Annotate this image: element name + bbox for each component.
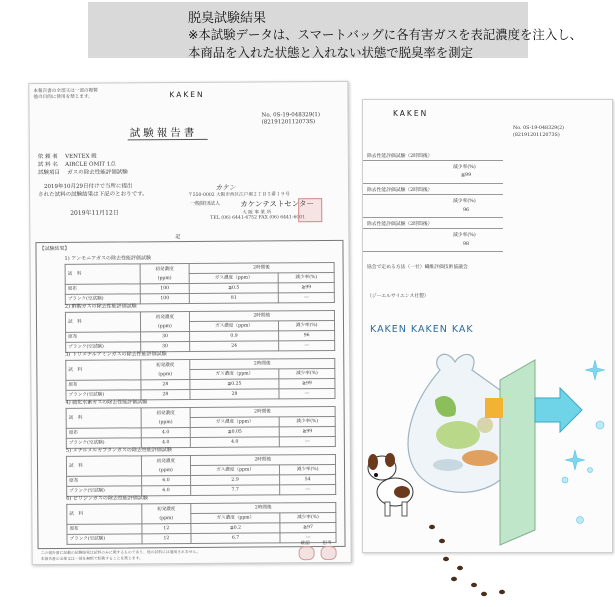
col-initial xyxy=(142,504,191,524)
client-value: VENTEX 殿 xyxy=(65,153,97,160)
result-table xyxy=(66,406,336,449)
col-initial xyxy=(141,360,190,380)
approve-label: 担当 xyxy=(322,541,332,547)
col-initial-label: 初発濃度 xyxy=(156,410,175,416)
kaken-header-brand: KAKEN xyxy=(393,109,429,118)
result-box-3 xyxy=(363,228,503,252)
report-title: 試験報告書 xyxy=(129,126,198,140)
col-time: 2時間後 xyxy=(190,406,335,417)
title-underline xyxy=(128,139,208,141)
cell-initial: 30 xyxy=(141,342,190,352)
cell-gas: 24 xyxy=(189,341,278,352)
row-label: ブランク(空試験) xyxy=(67,486,142,497)
top-note-line1: 本報告書の全部又は一部の複製 xyxy=(33,88,98,95)
col-rate: 減少率(%) xyxy=(280,512,336,522)
col-sample: 試 料 xyxy=(66,360,141,381)
col-time: 2時間後 xyxy=(189,310,334,321)
cell-gas: 28 xyxy=(190,389,279,400)
col-gas: ガス濃度（ppm） xyxy=(190,465,279,476)
client-label: 依 頼 者 xyxy=(37,153,58,161)
rate-label-1: 減少率(%) xyxy=(453,165,476,170)
row-label: 原布 xyxy=(66,332,141,343)
cell-gas: ≦0.05 xyxy=(190,427,279,438)
row-label: 原布 xyxy=(65,284,140,295)
cell-rate: 54 xyxy=(280,474,336,484)
row-label: ブランク(空試験) xyxy=(66,390,141,401)
row-label: 原布 xyxy=(66,428,141,439)
cell-gas: 6.7 xyxy=(191,533,280,544)
cell-initial: 100 xyxy=(140,294,189,304)
cell-initial: 4.0 xyxy=(141,438,190,448)
test-report-page-1 xyxy=(28,81,351,565)
row-label: 原布 xyxy=(67,476,142,487)
cell-rate: ― xyxy=(279,388,335,398)
org-label: 一般財団法人 xyxy=(190,200,221,207)
result-box-1 xyxy=(363,160,503,184)
result-section xyxy=(66,445,336,497)
col-unit: (ppm) xyxy=(158,371,173,377)
col-initial-label: 初発濃度 xyxy=(155,314,175,320)
test-center-name: カケンテストセンター xyxy=(240,199,315,209)
paw-prints xyxy=(429,525,505,596)
col-initial xyxy=(141,408,190,428)
approve-stamp xyxy=(321,546,337,560)
row-label: ブランク(空試験) xyxy=(65,294,140,305)
cell-initial: 12 xyxy=(142,523,191,533)
cell-rate: ― xyxy=(279,340,335,350)
results-box xyxy=(35,240,345,549)
result-section xyxy=(66,397,336,449)
result-section xyxy=(66,493,336,545)
report-number: No. 0S-19-048329(1) xyxy=(261,112,321,119)
cell-initial: 6.0 xyxy=(142,476,191,486)
dog xyxy=(368,453,413,516)
report-number-sub: (8219120112073S) xyxy=(261,119,316,126)
col-initial xyxy=(140,312,189,332)
cell-gas: 4.0 xyxy=(190,437,279,448)
section-title: 5) メチルメルカプタンガスの除去性能評価試験 xyxy=(65,447,172,454)
col-sample: 試 料 xyxy=(67,504,142,525)
banner-note-line2: 本商品を入れた状態と入れない状態で脱臭率を測定 xyxy=(188,45,473,60)
result-table xyxy=(65,262,335,305)
col-sample: 試 料 xyxy=(66,408,141,429)
section-title: 2) 酢酸ガスの除去性能評価試験 xyxy=(64,303,137,310)
received-line1: 2019年10月29日付けで当所に提出 xyxy=(44,183,133,191)
confirm-stamp xyxy=(299,546,315,560)
result-section xyxy=(65,253,335,305)
rate-label-2: 減少率(%) xyxy=(453,199,476,204)
item-value: ガスの除去性能評価試験 xyxy=(67,169,128,176)
result-box-2 xyxy=(363,194,503,218)
cell-gas: ≦0.5 xyxy=(189,283,278,294)
col-rate: 減少率(%) xyxy=(279,368,335,378)
table-row xyxy=(67,532,336,544)
cell-gas: 7.7 xyxy=(190,485,279,496)
cell-rate: ≧97 xyxy=(280,522,336,532)
result-section xyxy=(65,349,335,401)
sparkles xyxy=(562,360,605,524)
col-sample: 試 料 xyxy=(66,456,141,477)
row-label: ブランク(空試験) xyxy=(66,342,141,353)
cell-initial: 30 xyxy=(141,332,190,342)
office-name: 大 阪 事 業 所 xyxy=(242,210,272,216)
cell-gas: 2.9 xyxy=(190,475,279,486)
rate-label-3: 減少率(%) xyxy=(453,233,476,238)
col-initial-label: 初発濃度 xyxy=(156,506,176,512)
result-section xyxy=(65,301,335,353)
report-date: 2019年11月12日 xyxy=(70,209,119,217)
row-label: ブランク(空試験) xyxy=(66,438,141,449)
col-sample: 試 料 xyxy=(65,312,140,333)
cell-initial: 28 xyxy=(141,390,190,400)
col-initial-label: 初発濃度 xyxy=(156,458,176,464)
cell-initial: 6.0 xyxy=(142,486,191,496)
col-gas: ガス濃度（ppm） xyxy=(190,369,279,380)
item-row xyxy=(38,167,128,176)
col-gas: ガス濃度（ppm） xyxy=(189,273,278,284)
col-initial-label: 初発濃度 xyxy=(155,266,174,272)
attachment-note: （ジーエルサイエンス社製） xyxy=(367,294,429,299)
cell-rate: ― xyxy=(280,532,336,542)
result-table xyxy=(65,310,335,353)
stamp-label: 確認 xyxy=(300,541,310,547)
fresh-air-arrow xyxy=(535,388,582,432)
cell-initial: 12 xyxy=(142,533,191,543)
col-gas: ガス濃度（ppm） xyxy=(191,513,280,524)
col-time: 2時間後 xyxy=(190,358,335,369)
rate-value-2: 96 xyxy=(463,208,470,213)
row-label: 原布 xyxy=(67,524,142,535)
cell-initial: 28 xyxy=(141,380,190,390)
col-initial xyxy=(141,456,190,476)
phone-fax: TEL (06) 6441-6752 FAX (06) 6441-6001 xyxy=(210,215,306,221)
cell-rate: ― xyxy=(280,484,336,494)
kaken-header-brand: KAKEN xyxy=(169,89,205,100)
col-unit: (ppm) xyxy=(158,419,173,425)
col-sample: 試 料 xyxy=(65,264,140,285)
address: 〒550-0002 大阪市西区江戸堀２丁目５番１９号 xyxy=(188,192,290,199)
cell-gas: ≦0.2 xyxy=(191,523,280,534)
col-time: 2時間後 xyxy=(189,262,334,273)
cell-rate: ≧99 xyxy=(279,426,335,436)
cell-gas: ≦0.25 xyxy=(190,379,279,390)
col-initial xyxy=(140,264,189,284)
official-seal xyxy=(298,198,322,222)
col-gas: ガス濃度（ppm） xyxy=(190,417,279,428)
sample-value: AIRCLE OMIT 1点 xyxy=(65,161,116,168)
results-label: 【試験結果】 xyxy=(39,245,70,253)
footnote-2: 本報告書の全部又は一部を無断で転載することを禁じます。 xyxy=(40,555,143,562)
col-rate: 減少率(%) xyxy=(278,272,334,282)
ki-label: 記 xyxy=(175,234,181,241)
result-table xyxy=(66,502,336,545)
gas-test-label-1: 除去性能評価試験（2時間後） xyxy=(367,154,433,159)
sample-label: 試 料 名 xyxy=(37,161,58,169)
cell-rate: 96 xyxy=(279,330,335,340)
col-rate: 減少率(%) xyxy=(279,320,335,330)
received-line2: された試料の試験結果は下記のとおりです。 xyxy=(38,191,148,199)
banner-title: 脱臭試験結果 xyxy=(188,11,267,26)
panel-clip xyxy=(485,398,503,418)
kaken-watermark-strip: KAKEN KAKEN KAK xyxy=(370,324,474,335)
row-label: 原布 xyxy=(66,380,141,391)
col-unit: (ppm) xyxy=(159,515,174,521)
col-rate: 減少率(%) xyxy=(280,464,336,474)
footnote-1: この報告書に記載の試験結果は試料のみに関するものであり、他の試料には適用されません。 xyxy=(40,548,201,556)
col-unit: (ppm) xyxy=(158,467,173,473)
col-time: 2時間後 xyxy=(191,502,336,513)
cell-rate: ≧99 xyxy=(279,378,335,388)
bag-of-vegetables xyxy=(408,354,515,492)
cell-initial: 100 xyxy=(140,284,189,294)
deodorize-illustration xyxy=(360,330,615,607)
top-note-line2: 他の目的に使用を禁じます。 xyxy=(33,94,93,101)
col-rate: 減少率(%) xyxy=(279,416,335,426)
section-title: 3) トリメチルアミンガスの除去性能評価試験 xyxy=(65,351,167,358)
item-label: 試験項目 xyxy=(37,169,60,177)
rate-value-1: ≧99 xyxy=(461,173,472,178)
cell-initial: 4.0 xyxy=(141,428,190,438)
col-unit: (ppm) xyxy=(157,275,172,281)
report-number-sub: (8219120112073S) xyxy=(513,133,560,138)
rate-value-3: 98 xyxy=(463,242,470,247)
section-title: 1) アンモニアガスの除去性能評価試験 xyxy=(64,255,152,262)
method-note: 協会で定める方法（一社）繊維評価技術協議会 xyxy=(367,265,468,270)
row-label: ブランク(空試験) xyxy=(67,534,142,545)
col-time: 2時間後 xyxy=(190,454,335,465)
cell-rate: ≧99 xyxy=(278,282,334,292)
header-banner xyxy=(88,2,582,60)
result-table xyxy=(66,454,336,497)
banner-note-line1: ※本試験データは、スマートバッグに各有害ガスを表記濃度を注入し、 xyxy=(188,27,582,42)
cell-gas: 81 xyxy=(189,293,278,304)
section-title: 6) ピリジンガスの除去性能評価試験 xyxy=(66,495,148,502)
col-initial-label: 初発濃度 xyxy=(155,362,175,368)
result-table xyxy=(65,358,335,401)
kaken-logo: カケン xyxy=(215,183,236,192)
section-title: 4) 硫化水素ガスの除去性能評価試験 xyxy=(65,399,148,406)
cell-rate: ― xyxy=(278,292,334,302)
gas-test-label-3: 除去性能評価試験（2時間後） xyxy=(367,222,433,227)
col-gas: ガス濃度（ppm） xyxy=(189,321,278,332)
cell-rate: ― xyxy=(279,436,335,446)
report-number: No. 0S-19-048329(2) xyxy=(513,126,565,131)
col-unit: (ppm) xyxy=(157,323,172,329)
gas-test-label-2: 除去性能評価試験（2時間後） xyxy=(367,188,433,193)
cell-gas: 0.9 xyxy=(189,331,278,342)
